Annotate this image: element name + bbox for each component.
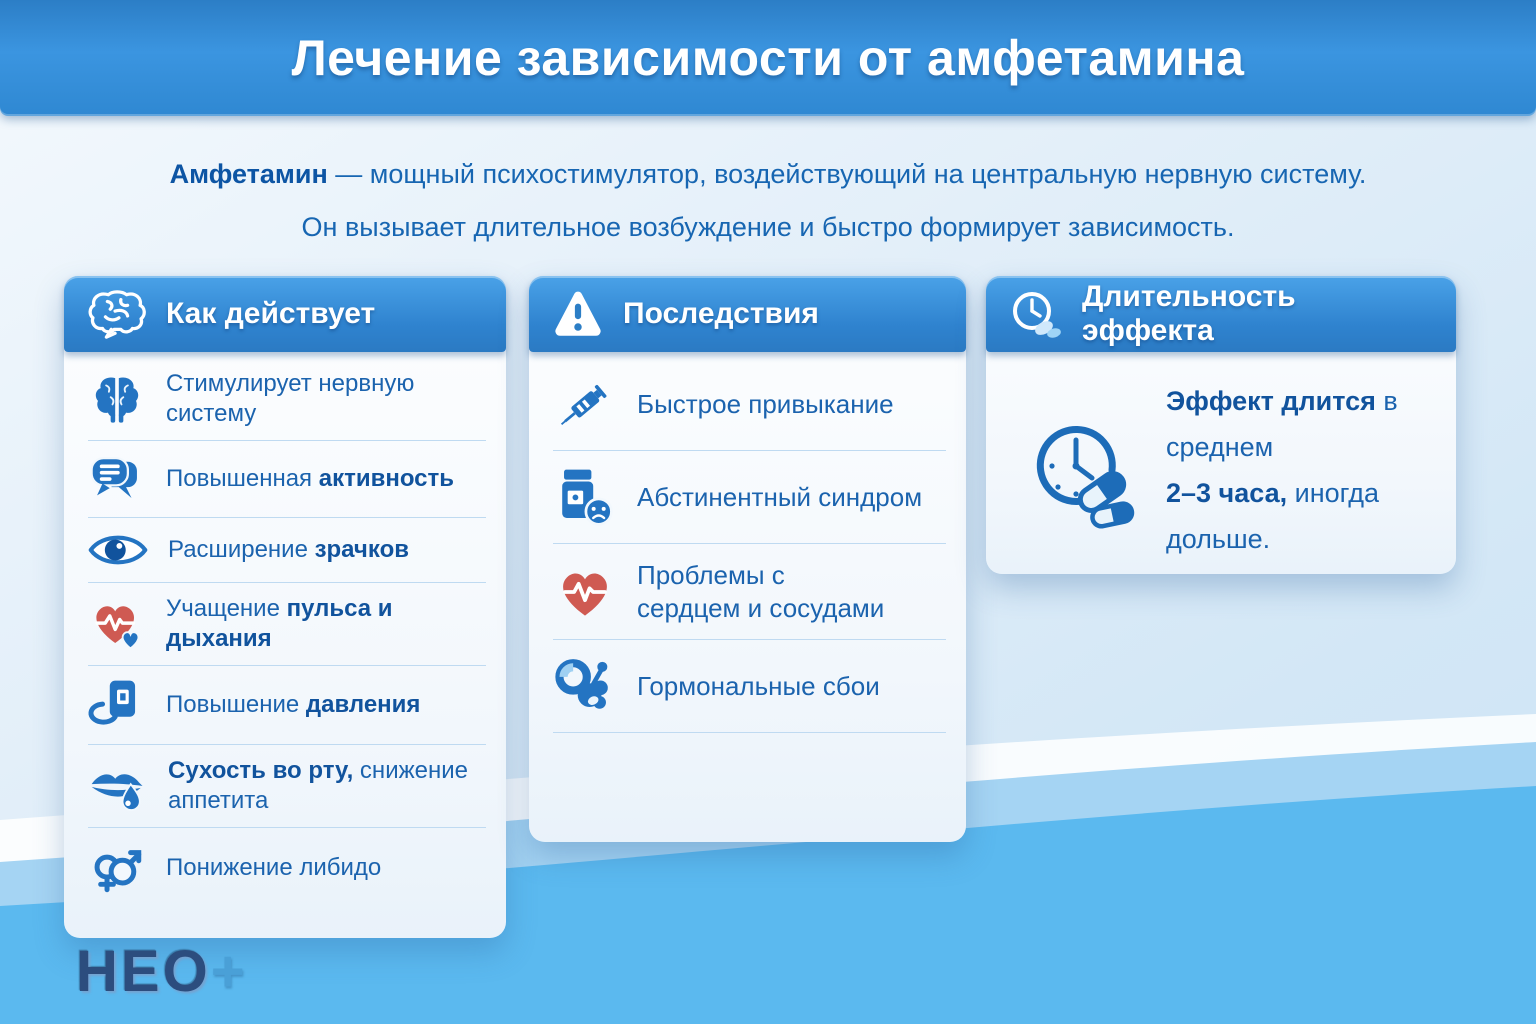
- clock-pills-icon: [1008, 288, 1064, 340]
- list-item: [88, 518, 486, 583]
- card-duration: [986, 276, 1456, 574]
- gender-icon: [88, 839, 146, 897]
- list-item: [553, 640, 946, 733]
- list-item-label: Сухость во рту, снижение аппетита: [168, 757, 469, 814]
- card-duration-body: [986, 352, 1456, 562]
- dry-mouth-icon: [88, 760, 148, 812]
- molecule-icon: [553, 655, 617, 717]
- intro-text: [0, 148, 1536, 254]
- list-item: [553, 451, 946, 544]
- card-title: Последствия: [623, 297, 819, 330]
- list-item-label: Понижение либидо: [166, 854, 382, 881]
- card-duration-header: [986, 276, 1456, 352]
- intro-line-1: Амфетамин — мощный психостимулятор, воздействующий на центральную нервную систему.: [169, 159, 1367, 189]
- list-item: [553, 358, 946, 451]
- card-consequences: [529, 276, 966, 842]
- heart-pulse-icon: [88, 596, 146, 652]
- duration-text: Эффект длится в среднем 2–3 часа, иногда дольше.: [1166, 386, 1398, 554]
- card-title: Как действует: [166, 297, 376, 330]
- list-item: [88, 828, 486, 908]
- heart-pulse-red-icon: [553, 563, 617, 621]
- brain-outline-icon: [86, 288, 148, 340]
- pill-bottle-sad-icon: [553, 466, 617, 528]
- chat-bubbles-icon: [88, 452, 146, 506]
- card-how-it-works: [64, 276, 506, 938]
- list-item-label: Повышенная активность: [166, 465, 455, 492]
- list-item-label: Быстрое привыкание: [637, 388, 894, 419]
- card-consequences-body: [529, 352, 966, 737]
- card-title: Длительность эффекта: [1082, 280, 1296, 347]
- list-item-label: Гормональные сбои: [637, 670, 880, 701]
- logo-plus-sign: +: [210, 939, 248, 1004]
- eye-icon: [88, 529, 148, 571]
- intro-line-2: Он вызывает длительное возбуждение и быстро формирует зависимость.: [301, 212, 1235, 242]
- list-item-label: Повышение давления: [166, 691, 421, 718]
- card-consequences-header: [529, 276, 966, 352]
- list-item: [553, 544, 946, 640]
- list-item-label: Учащение пульса и дыхания: [166, 595, 393, 652]
- list-item: [88, 583, 486, 666]
- list-item: [88, 745, 486, 828]
- card-how-it-works-body: [64, 352, 506, 912]
- syringe-icon: [553, 373, 617, 435]
- list-item: [88, 666, 486, 745]
- list-item-label: Абстинентный синдром: [637, 481, 923, 512]
- page-title: Лечение зависимости от амфетамина: [291, 30, 1245, 86]
- list-item-label: Стимулирует нервную систему: [166, 370, 415, 427]
- logo-text: НЕО: [76, 939, 211, 1004]
- list-item: [88, 358, 486, 441]
- list-item: [88, 441, 486, 518]
- blood-pressure-icon: [88, 677, 146, 733]
- warning-icon: [551, 289, 605, 339]
- list-item-label: Расширение зрачков: [168, 536, 409, 563]
- card-how-it-works-header: [64, 276, 506, 352]
- title-banner: [0, 0, 1536, 116]
- list-item-label: Проблемы с сердцем и сосудами: [637, 560, 885, 623]
- brain-icon: [88, 370, 146, 428]
- clock-pills-icon: [1020, 410, 1140, 530]
- neo-plus-logo: [76, 938, 248, 1005]
